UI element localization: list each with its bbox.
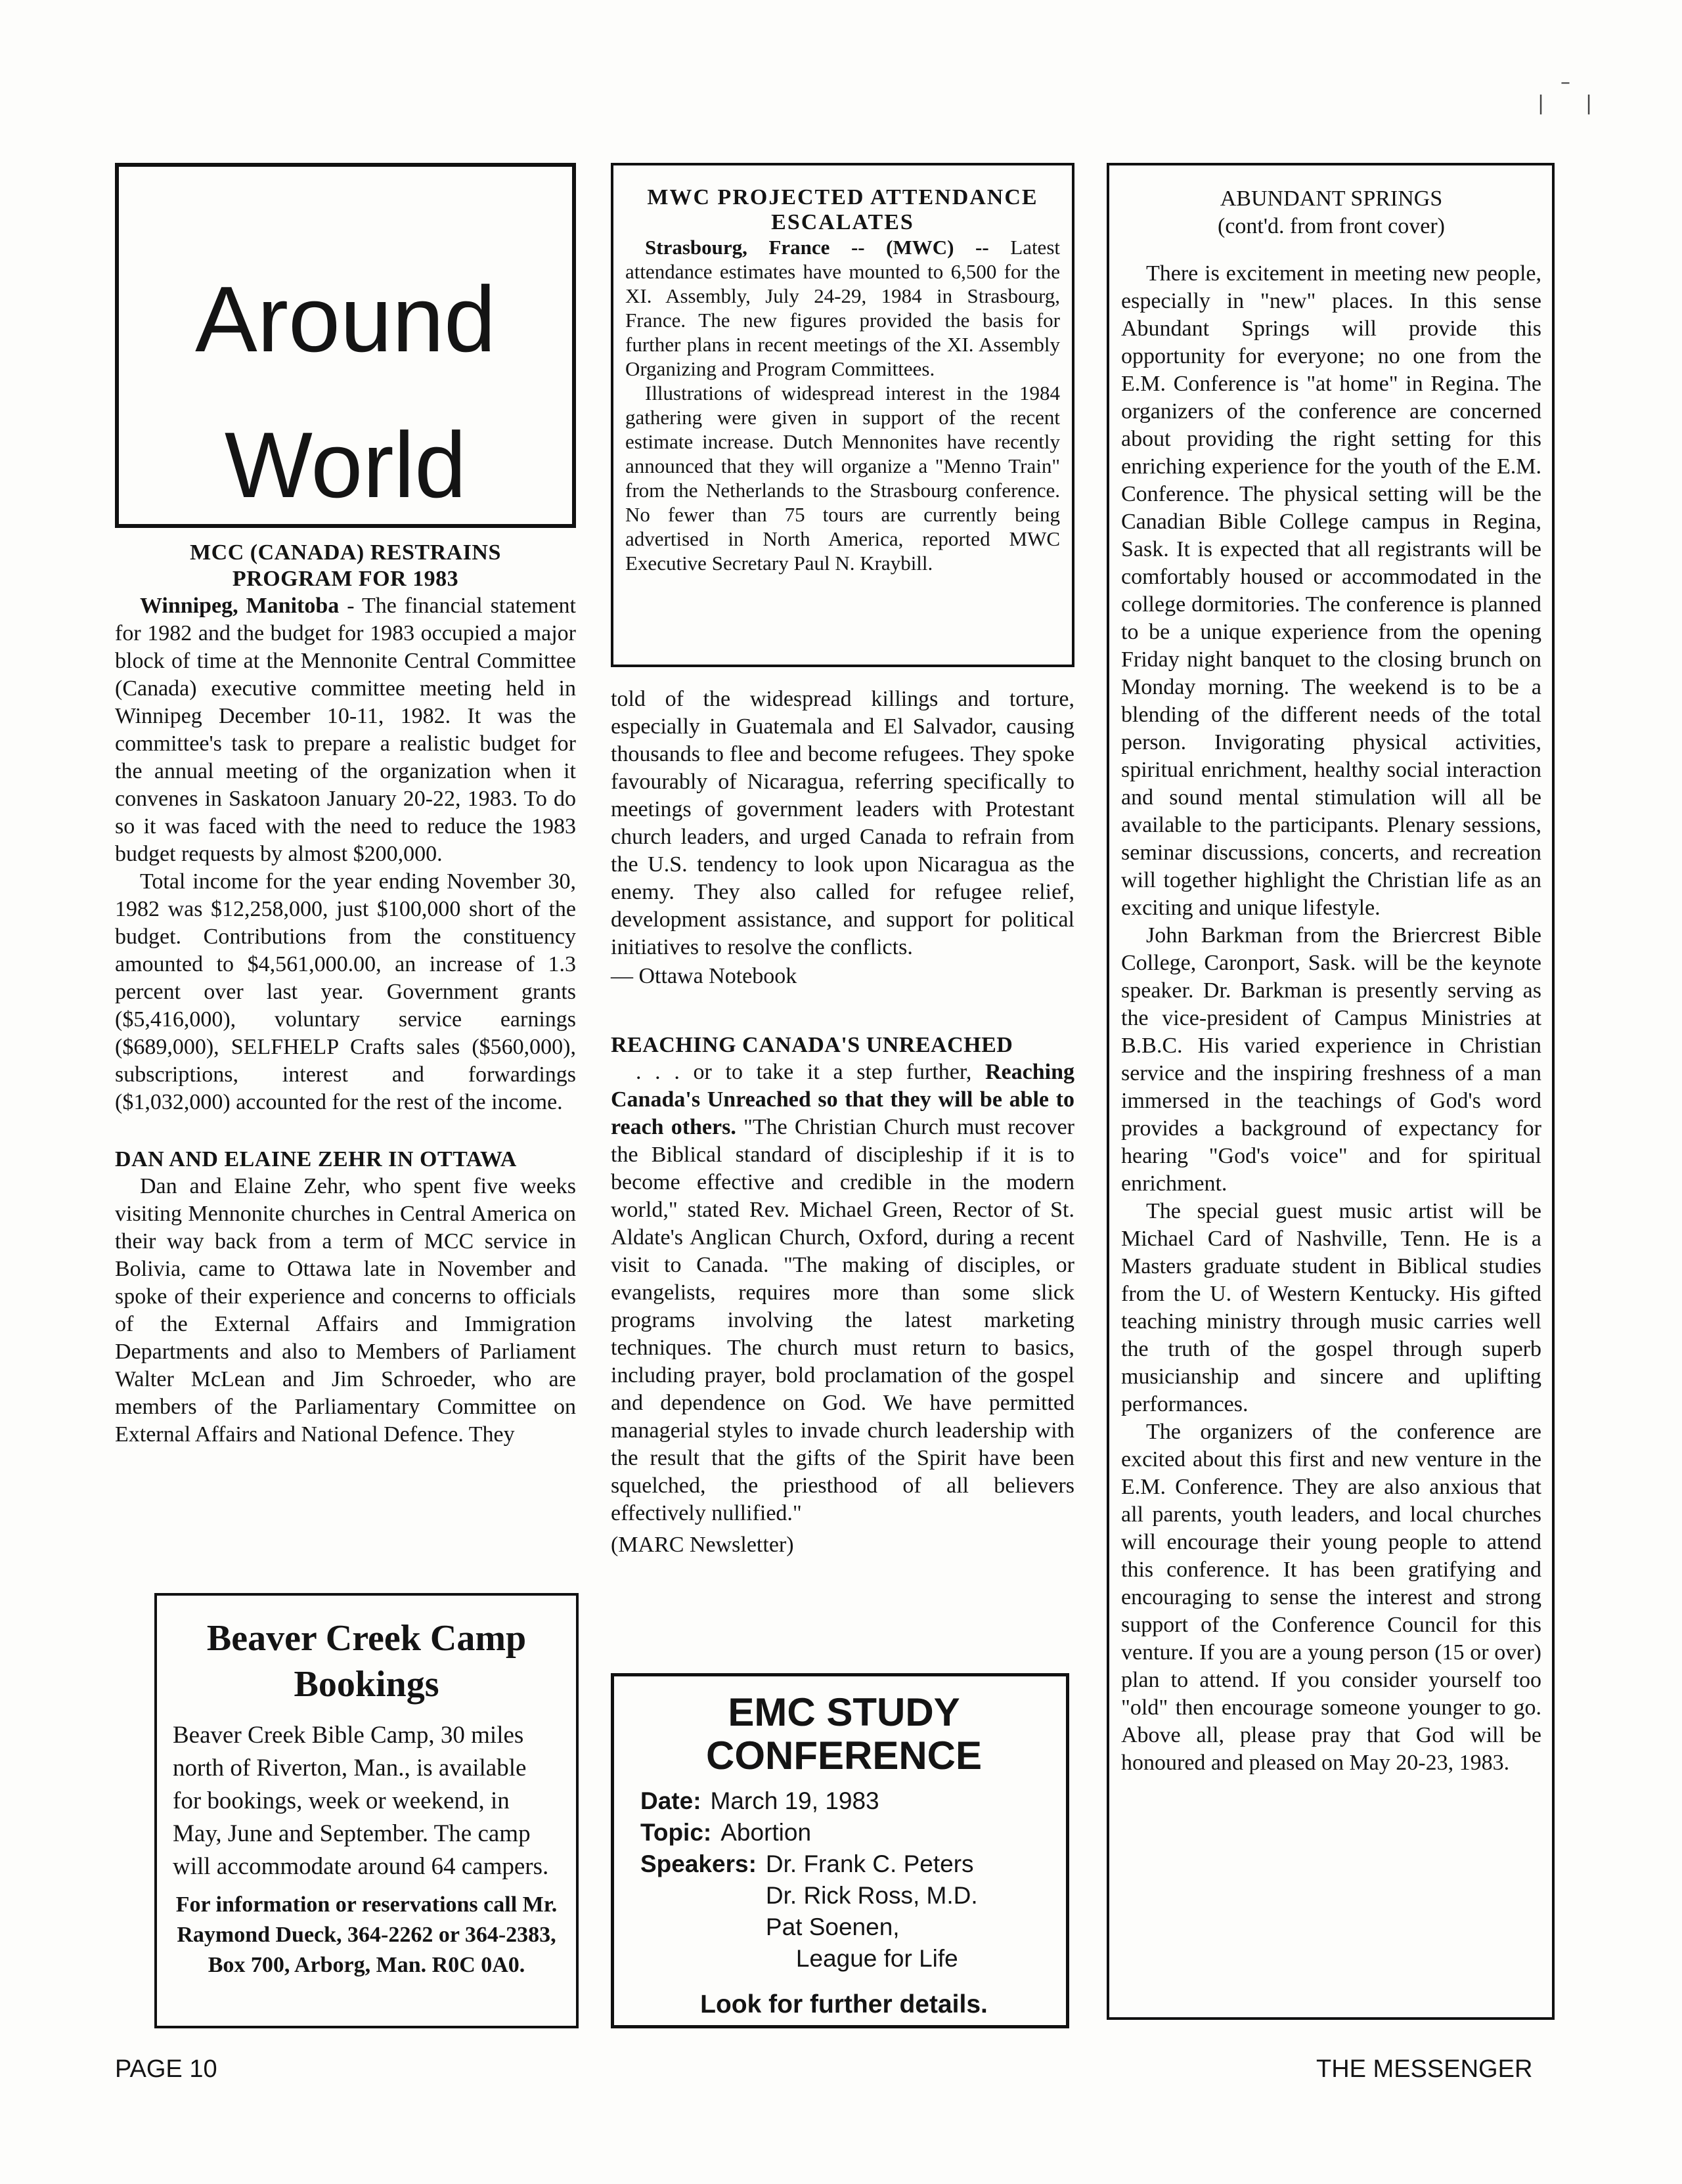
emc-title-line1: EMC STUDY: [728, 1690, 960, 1734]
reaching-para-1-text: "The Christian Church must recover the Biblical standard of discipleship if it is to become effective and credible in the modern world," stated Rev. Michael Green, Rector of St. Aldate's Anglican Church, Oxford, during a recent visit to Canada. "The making of disciples, or evangelists, requires more than some slick programs involving the latest marketing techniques. The church must return to basics, including prayer, bold proclamation of the gospel and dependence on God. We have permitted managerial styles to invade church leadership with the result that the gifts of the Spirit have been squelched, the priesthood of all believers effectively nullified.": [611, 1115, 1074, 1525]
emc-speaker-2: Dr. Rick Ross, M.D.: [765, 1882, 978, 1909]
beaver-creek-ad: [154, 1593, 579, 2028]
emc-speaker-list: [766, 1848, 978, 1975]
abundant-springs-subtitle: (cont'd. from front cover): [1218, 214, 1445, 238]
mcc-para-1-text: - The financial statement for 1982 and the budget for 1983 occupied a major block of time at the Mennonite Central Committee (Canada) executive committee meeting held in Winnipeg December 10-11, 1982. It was the committee's task to prepare a realistic budget for the annual meeting of the organization when it convenes in Saskatoon January 20-22, 1983. To do so it was faced with the need to reduce the 1983 budget requests by almost $200,000.: [115, 594, 576, 866]
abundant-springs-box: [1107, 163, 1555, 2020]
mwc-para-2: Illustrations of widespread interest in the 1984 gathering were given in support of the recent estimate increase. Dutch Mennonites have recently announced that they will organize a "Menno Train" from the Netherlands to the Strasbourg conference. No fewer than 75 tours are currently being advertised in North America, reported MWC Executive Secretary Paul N. Kraybill.: [625, 382, 1060, 575]
mcc-dateline: Winnipeg, Manitoba: [140, 594, 340, 618]
mwc-heading-line1: MWC PROJECTED ATTENDANCE: [647, 185, 1038, 209]
publication-name: THE MESSENGER: [1316, 2055, 1533, 2083]
article-reaching: [611, 1032, 1074, 1559]
mcc-para-1: [115, 592, 576, 868]
mwc-dateline: Strasbourg, France -- (MWC) --: [645, 236, 989, 259]
mwc-para-1-text: Latest attendance estimates have mounted to 6,500 for the XI. Assembly, July 24-29, 1984 in Strasbourg, France. The new figures provided the basis for further plans in recent meetings of the XI. Assembly Organizing and Program Committees.: [625, 236, 1060, 380]
beaver-creek-title-line1: Beaver Creek Camp: [206, 1618, 527, 1659]
mwc-heading: [625, 185, 1060, 235]
zehr-heading: DAN AND ELAINE ZEHR IN OTTAWA: [115, 1147, 517, 1171]
column-2: [611, 163, 1074, 1559]
emc-topic-label: Topic:: [640, 1819, 712, 1846]
emc-date-value: March 19, 1983: [710, 1787, 879, 1814]
beaver-creek-title-line2: Bookings: [294, 1664, 439, 1705]
column-3: [1107, 163, 1555, 2020]
as-para-2: John Barkman from the Briercrest Bible College, Caronport, Sask. will be the keynote speaker. Dr. Barkman is presently serving as the vice-president of Campus Ministries at B.B.C. His varied experience in Christian service and the inspiring freshness of a man immersed in the teachings of God's word provides a background of expectancy for hearing "God's voice" and for spiritual enrichment.: [1121, 923, 1541, 1196]
scan-mark-bar-right-icon: |: [1585, 92, 1593, 115]
reaching-bold: Reaching Canada's Unreached so that they will be able to reach others.: [611, 1060, 1074, 1139]
beaver-creek-title: [173, 1615, 560, 1707]
emc-speaker-1: Dr. Frank C. Peters: [765, 1850, 974, 1877]
scan-mark-dash-icon: –: [1560, 71, 1570, 94]
beaver-creek-contact: For information or reservations call Mr. Raymond Dueck, 364-2262 or 364-2383, Box 700, Arborg, Man. R0C 0A0.: [175, 1892, 558, 1977]
headline-word-world: World: [224, 413, 467, 517]
mwc-box: [611, 163, 1074, 667]
around-world-headline: [115, 163, 576, 528]
as-para-4: The organizers of the conference are excited about this first and new venture in the E.M. Conference. They are also anxious that all parents, youth leaders, and local churches will encourage their young people to attend this conference. It has been gratifying and encouraging to sense the interest and strong support of the Conference Council for this venture. If you are a young person (15 or over) plan to attend. If you consider yourself too "old" then encourage someone younger to go. Above all, please pray that God will be honoured and pleased on May 20-23, 1983.: [1121, 1420, 1541, 1775]
beaver-creek-body: Beaver Creek Bible Camp, 30 miles north of Riverton, Man., is available for bookings, week or weekend, in May, June and September. The camp will accommodate around 64 campers.: [173, 1722, 549, 1880]
zehr-continued: [611, 686, 1074, 990]
article-zehr: [115, 1147, 576, 1449]
headline-word-around: Around: [195, 267, 496, 372]
emc-speakers-label: Speakers:: [640, 1850, 757, 1877]
reaching-lead: . . . or to take it a step further,: [636, 1060, 985, 1084]
mcc-heading-line2: PROGRAM FOR 1983: [232, 567, 459, 591]
emc-topic-value: Abortion: [720, 1819, 812, 1846]
mcc-heading-line1: MCC (CANADA) RESTRAINS: [190, 540, 501, 565]
emc-date-label: Date:: [640, 1787, 701, 1814]
mwc-para-1: [625, 235, 1060, 381]
zehr-para-1: Dan and Elaine Zehr, who spent five weeks visiting Mennonite churches in Central America on their way back from a term of MCC service in Bolivia, came to Ottawa late in November and spoke of their experience and concerns to officials of the External Affairs and Immigration Departments and also to Members of Parliament Walter McLean and Jim Schroeder, who are members of the Parliamentary Committee on External Affairs and National Defence. They: [115, 1174, 576, 1447]
emc-date-row: [640, 1785, 1048, 1817]
zehr-source: — Ottawa Notebook: [611, 964, 797, 988]
emc-title-line2: CONFERENCE: [705, 1734, 983, 1778]
article-mcc: [115, 540, 576, 1116]
emc-speaker-3: Pat Soenen,: [765, 1913, 900, 1940]
scan-mark-bar-left-icon: |: [1538, 92, 1545, 115]
mcc-heading: [115, 540, 576, 592]
abundant-springs-title-main: ABUNDANT SPRINGS: [1220, 186, 1443, 211]
emc-speakers-row: [640, 1848, 1048, 1975]
as-para-3: The special guest music artist will be Michael Card of Nashville, Tenn. He is a Masters graduate student in Biblical studies from the U. of Western Kentucky. His gifted teaching ministry through music carries well the truth of the gospel through superb musicianship and sincere and uplifting performances.: [1121, 1199, 1541, 1416]
emc-study-conference-ad: [611, 1673, 1069, 2028]
mcc-para-2: Total income for the year ending November 30, 1982 was $12,258,000, just $100,000 short of the budget. Contributions from the constituency amounted to $4,561,000.00, an increase of 1.3 percent over last year. Government grants ($5,416,000), voluntary service earnings ($689,000), SELFHELP Crafts sales ($560,000), subscriptions, interest and forwardings ($1,032,000) accounted for the rest of the income.: [115, 869, 576, 1114]
reaching-para-1: [611, 1059, 1074, 1527]
mwc-heading-line2: ESCALATES: [771, 210, 914, 234]
emc-title: [640, 1691, 1048, 1778]
reaching-source: (MARC Newsletter): [611, 1533, 794, 1557]
emc-details: Look for further details.: [700, 1990, 988, 2019]
page-number: PAGE 10: [115, 2055, 217, 2083]
zehr-cont-para: told of the widespread killings and torture, especially in Guatemala and El Salvador, causing thousands to flee and become refugees. They spoke favourably of Nicaragua, referring specifically to meetings of government leaders with Protestant church leaders, and urged Canada to refrain from the U.S. tendency to look upon Nicaragua as the enemy. They also called for refugee relief, development assistance, and support for political initiatives to resolve the conflicts.: [611, 687, 1074, 959]
emc-speaker-org: League for Life: [795, 1945, 958, 1972]
emc-topic-row: [640, 1817, 1048, 1848]
column-1: [115, 163, 576, 1449]
abundant-springs-title: [1121, 185, 1541, 240]
reaching-heading: REACHING CANADA'S UNREACHED: [611, 1033, 1013, 1057]
as-para-1: There is excitement in meeting new people, especially in "new" places. In this sense Abundant Springs will provide this opportunity for everyone; no one from the E.M. Conference is "at home" in Regina. The organizers of the conference are concerned about providing the right setting for this enriching experience for the youth of the E.M. Conference. The physical setting will be the Canadian Bible College campus in Regina, Sask. It is expected that all registrants will be comfortably housed or accommodated in the college dormitories. The conference is planned to be a unique experience from the opening Friday night banquet to the closing brunch on Monday morning. The weekend is to be a blending of the different needs of the total person. Invigorating physical activities, spiritual enrichment, healthy social interaction and sound mental stimulation will all be available to the participants. Plenary sessions, seminar discussions, concerts, and recreation will together highlight the Christian life as an exciting and unique lifestyle.: [1121, 261, 1541, 920]
